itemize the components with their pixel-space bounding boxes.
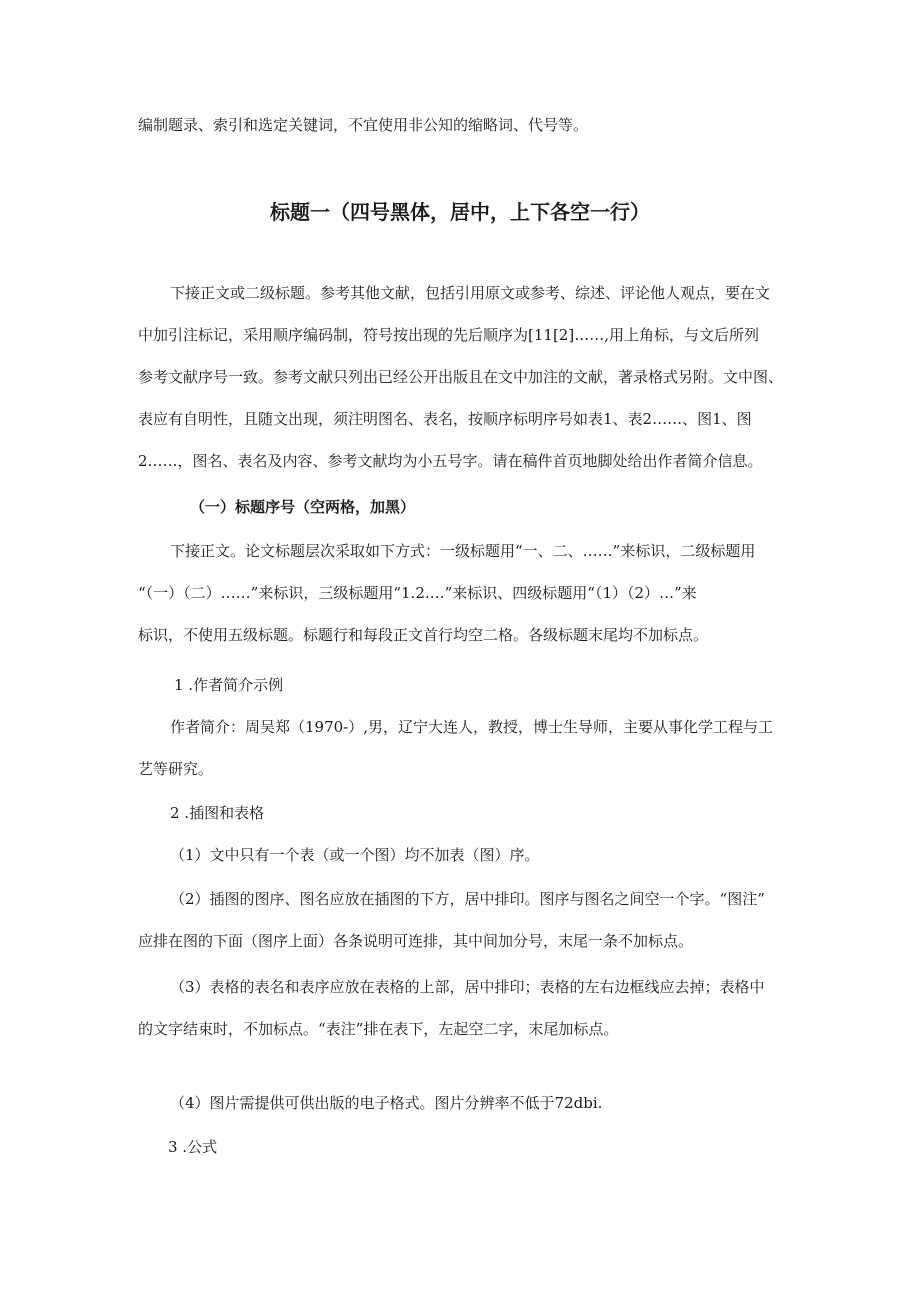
text-line: 参考文献序号一致。参考文献只列出已经公开出版且在文中加注的文献，著录格式另附。文中图、 [138, 368, 784, 386]
item3-title-text: 3 .公式 [168, 1138, 218, 1156]
text-line: 2……，图名、表名及内容、参考文献均为小五号字。请在稿件首页地脚处给出作者简介信息。 [138, 452, 763, 470]
item2-point1 [138, 834, 784, 876]
text-line: （2）插图的图序、图名应放在插图的下方，居中排印。图序与图名之间空一个字。“图注” [170, 890, 765, 908]
text-line: 艺等研究。 [138, 760, 214, 778]
text-line: 应排在图的下面（图序上面）各条说明可连排，其中间加分号，末尾一条不加标点。 [138, 932, 694, 950]
sub-heading [138, 486, 784, 528]
item1-title [138, 664, 784, 706]
text-line: 下接正文或二级标题。参考其他文献，包括引用原文或参考、综述、评论他人观点，要在文 [170, 284, 771, 302]
text-line: 作者简介：周吴郑（1970-）,男，辽宁大连人，教授，博士生导师，主要从事化学工程与工 [170, 718, 774, 736]
text-line: 的文字结束时，不加标点。“表注”排在表下，左起空二字，末尾加标点。 [138, 1020, 619, 1038]
text-line: （1）文中只有一个表（或一个图）均不加表（图）序。 [170, 846, 540, 864]
text-line: （3）表格的表名和表序应放在表格的上部，居中排印；表格的左右边框线应去掉；表格中 [170, 978, 765, 996]
text-line: 标识，不使用五级标题。标题行和每段正文首行均空二格。各级标题末尾均不加标点。 [138, 626, 709, 644]
item2-title-text: 2 .插图和表格 [170, 804, 265, 822]
item2-point2 [138, 878, 784, 962]
item2-point4 [138, 1082, 784, 1124]
item1-body [138, 706, 784, 790]
item2-title [138, 792, 784, 834]
text-line: 表应有自明性，且随文出现，须注明图名、表名，按顺序标明序号如表1、表2……、图1、图 [138, 410, 752, 428]
sub-heading-text: （一）标题序号（空两格，加黑） [190, 498, 416, 516]
section-heading: 标题一（四号黑体，居中，上下各空一行） [270, 200, 650, 224]
text-line: 下接正文。论文标题层次采取如下方式：一级标题用“一、二、……”来标识，二级标题用 [170, 542, 756, 560]
text-line: 中加引注标记，采用顺序编码制，符号按出现的先后顺序为[11[2]……,用上角标，与文后所列 [138, 326, 759, 344]
paragraph-heading-levels [138, 530, 784, 656]
item1-title-text: 1 .作者简介示例 [174, 676, 284, 694]
text-line: （4）图片需提供可供出版的电子格式。图片分辨率不低于72dbi. [170, 1094, 603, 1112]
top-text-line [138, 104, 784, 146]
text-line: “（一）（二）……”来标识，三级标题用“1.2.…”来标识、四级标题用“（1）（2）…”来 [138, 584, 697, 602]
item3-title [138, 1126, 784, 1168]
paragraph-citations [138, 272, 784, 482]
text-line: 编制题录、索引和选定关键词，不宜使用非公知的缩略词、代号等。 [138, 116, 589, 134]
item2-point3 [138, 966, 784, 1050]
